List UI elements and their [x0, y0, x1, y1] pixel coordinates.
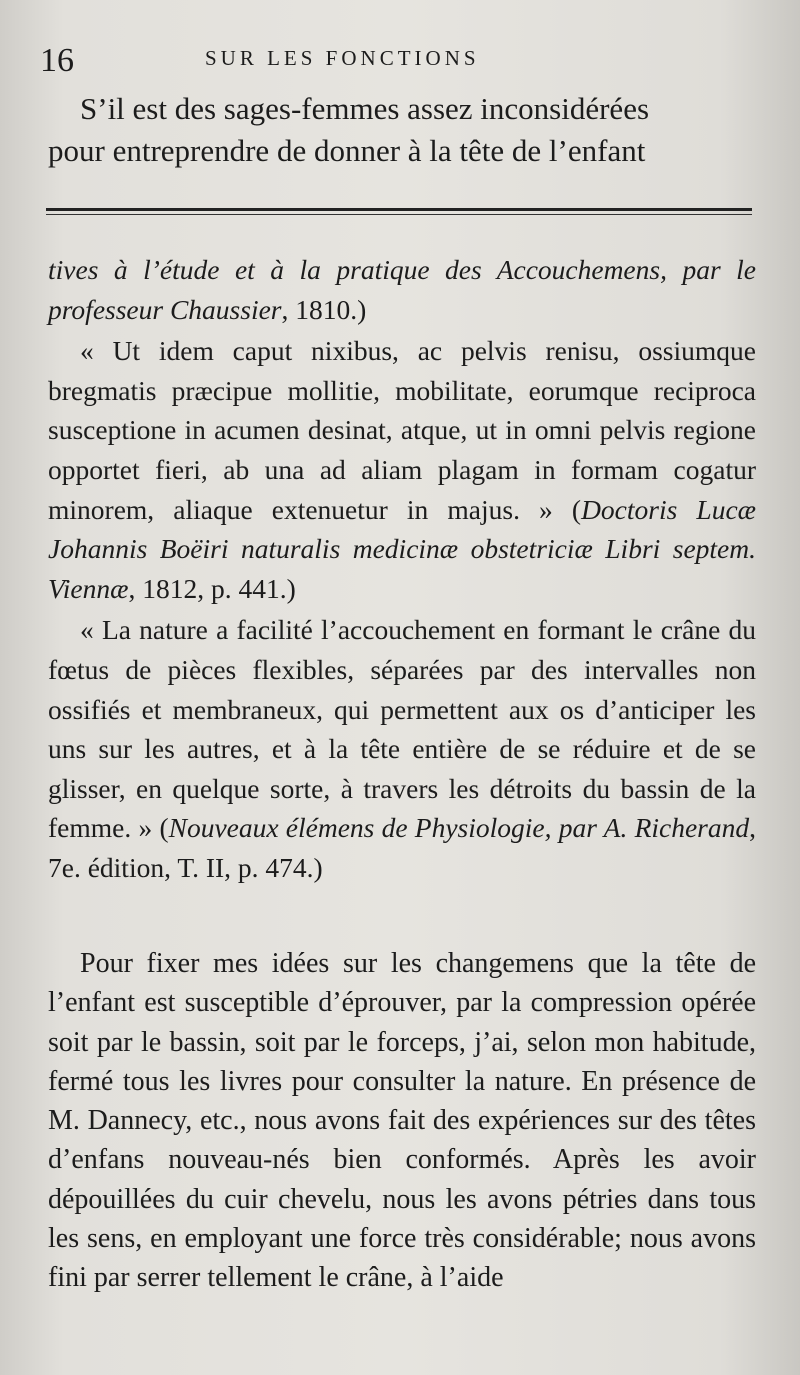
main-text-line-1: S’il est des sages-femmes assez inconsidérées [80, 91, 650, 126]
footnote-continuation [48, 250, 756, 329]
main-text-line-2: pour entreprendre de donner à la tête de l’enfant [48, 133, 646, 168]
footnote-separator-rule [46, 208, 752, 215]
footnote-quote-latin [48, 331, 756, 608]
quote-latin-citation-italic: Doctoris Lucæ Johannis Boëiri naturalis medicinæ obstetriciæ Libri septem. Viennæ [48, 493, 757, 604]
footnote-continuation-plain: , 1810.) [281, 293, 367, 325]
body-paragraph: Pour fixer mes idées sur les changemens que la tête de l’enfant est susceptible d’éprouver, par la compression opérée soit par le bassin, soit par le forceps, j’ai, selon mon habitude, fermé tous les livres pour consulter la nature. En présence de M. Dannecy, etc., nous avons fait des expériences sur des têtes d’enfans nouveau-nés bien conformés. Après les avoir dépouillées du cuir chevelu, nous les avons pétries dans tous les sens, en employant une force très considérable; nous avons fini par serrer tellement le crâne, à l’aide [48, 948, 756, 1294]
page-header [40, 38, 760, 82]
page-number: 16 [40, 42, 74, 79]
footnote-quote-french [48, 610, 756, 887]
quote-latin-text: « Ut idem caput nixibus, ac pelvis renisu, ossiumque bregmatis præcipue mollitie, mobilitate, eorumque reciproca susceptione in acumen desinat, atque, ut in omni pelvis regione opportet fieri, ab una ad aliam plagam in formam cogatur minorem, aliaque extenuetur in majus. » ( [48, 335, 756, 525]
running-head: SUR LES FONCTIONS [205, 46, 480, 70]
main-text [48, 88, 754, 172]
quote-latin-citation-plain: , 1812, p. 441.) [128, 572, 296, 604]
quote-french-citation-italic: Nouveaux élémens de Physiologie, par A. Richerand [168, 812, 750, 844]
footnotes [48, 250, 756, 890]
quote-french-citation-plain: , 7e. édition, T. II, p. 474.) [48, 812, 757, 883]
footnote-continuation-italic: tives à l’étude et à la pratique des Accouchemens, par le professeur Chaussier [48, 254, 756, 325]
quote-french-text: « La nature a facilité l’accouchement en formant le crâne du fœtus de pièces flexibles, séparées par des intervalles non ossifiés et membraneux, qui permettent aux os d’anticiper les uns sur les autres, et à la tête entière de se réduire et de se glisser, en quelque sorte, à travers les détroits du bassin de la femme. » ( [48, 614, 756, 844]
